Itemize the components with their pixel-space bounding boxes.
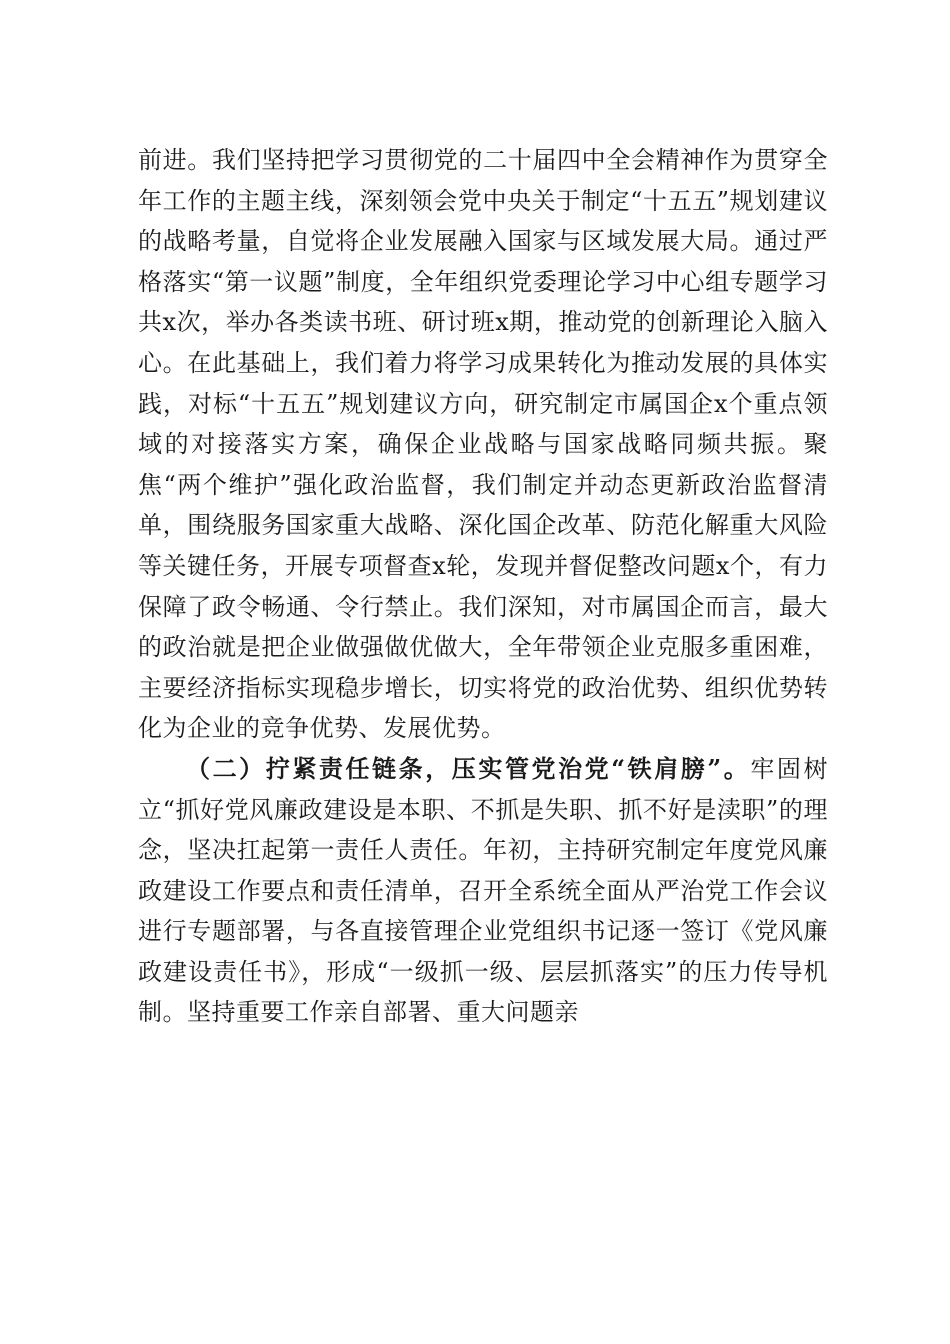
section-heading-2: （二）拧紧责任链条，压实管党治党“铁肩膀”。 — [186, 753, 751, 783]
paragraph-responsibility-chain — [138, 749, 828, 1033]
section-body-2: 牢固树立“抓好党风廉政建设是本职、不抓是失职、抓不好是渎职”的理念，坚决扛起第一责任人责任。年初，主持研究制定年度党风廉政建设工作要点和责任清单，召开全系统全面从严治党工作会议进行专题部署，与各直接管理企业党组织书记逐一签订《党风廉政建设责任书》，形成“一级抓一级、层层抓落实”的压力传导机制。坚持重要工作亲自部署、重大问题亲 — [138, 754, 829, 1027]
document-body — [138, 140, 828, 1033]
paragraph-political-study: 前进。我们坚持把学习贯彻党的二十届四中全会精神作为贯穿全年工作的主题主线，深刻领会党中央关于制定“十五五”规划建议的战略考量，自觉将企业发展融入国家与区域发展大局。通过严格落实“第一议题”制度，全年组织党委理论学习中心组专题学习共x次，举办各类读书班、研讨班x期，推动党的创新理论入脑入心。在此基础上，我们着力将学习成果转化为推动发展的具体实践，对标“十五五”规划建议方向，研究制定市属国企x个重点领域的对接落实方案，确保企业战略与国家战略同频共振。聚焦“两个维护”强化政治监督，我们制定并动态更新政治监督清单，围绕服务国家重大战略、深化国企改革、防范化解重大风险等关键任务，开展专项督查x轮，发现并督促整改问题x个，有力保障了政令畅通、令行禁止。我们深知，对市属国企而言，最大的政治就是把企业做强做优做大，全年带领企业克服多重困难，主要经济指标实现稳步增长，切实将党的政治优势、组织优势转化为企业的竞争优势、发展优势。 — [138, 146, 828, 743]
